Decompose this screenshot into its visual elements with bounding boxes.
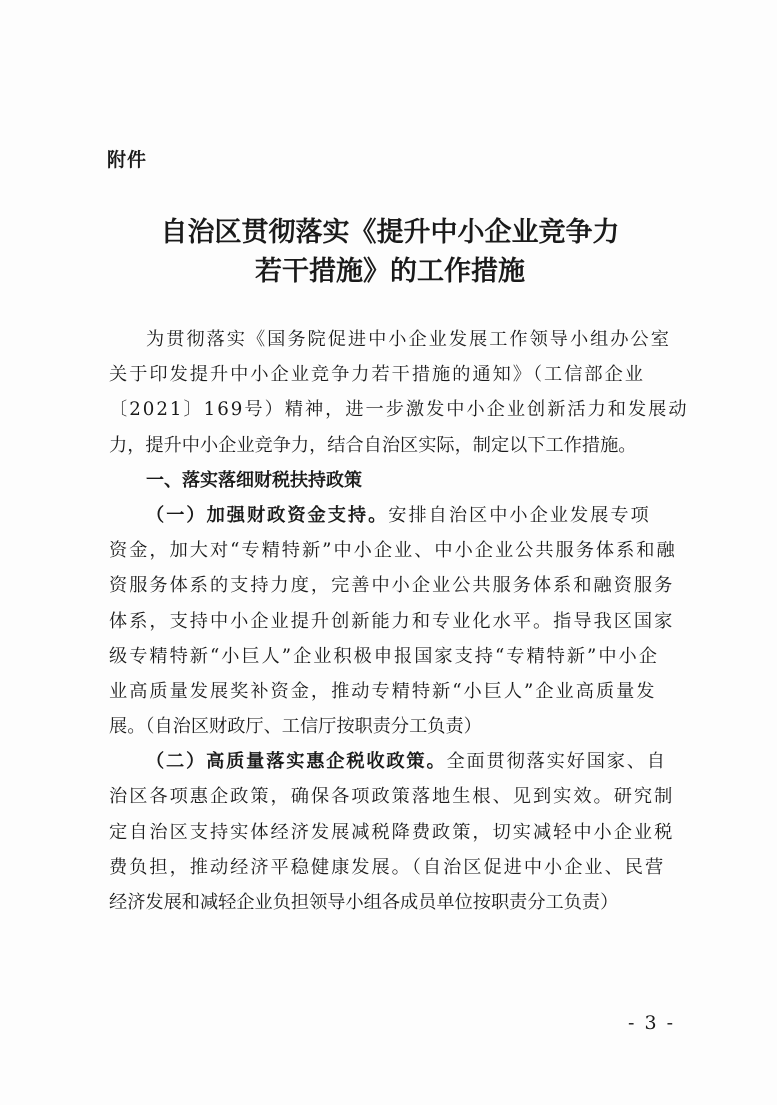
item-line: 级专精特新“小巨人”企业积极申报国家支持“专精特新”中小企 bbox=[109, 645, 659, 667]
title-line-2: 若干措施》的工作措施 bbox=[255, 256, 525, 287]
item-line: 定自治区支持实体经济发展减税降费政策，切实减轻中小企业税 bbox=[109, 821, 675, 843]
item-line: 展。（自治区财政厅、工信厅按职责分工负责） bbox=[109, 716, 482, 738]
intro-line: 〔2021〕169号）精神，进一步激发中小企业创新活力和发展动 bbox=[109, 399, 689, 421]
document-title bbox=[100, 213, 680, 291]
page-number: - 3 - bbox=[628, 1012, 676, 1034]
intro-line: 力，提升中小企业竞争力，结合自治区实际，制定以下工作措施。 bbox=[109, 434, 637, 456]
item-line bbox=[109, 744, 689, 779]
section-heading: 一、落实落细财税扶持政策 bbox=[146, 469, 362, 491]
item-label: （二）高质量落实惠企税收政策。 bbox=[146, 751, 447, 773]
intro-line: 关于印发提升中小企业竞争力若干措施的通知》（工信部企业 bbox=[109, 364, 645, 386]
attachment-label: 附件 bbox=[107, 149, 148, 171]
item-line: 体系，支持中小企业提升创新能力和专业化水平。指导我区国家 bbox=[109, 610, 675, 632]
item-text: 全面贯彻落实好国家、自 bbox=[446, 751, 667, 773]
document-body bbox=[109, 322, 689, 920]
item-line: 治区各项惠企政策，确保各项政策落地生根、见到实效。研究制 bbox=[109, 786, 675, 808]
item-line: 业高质量发展奖补资金，推动专精特新“小巨人”企业高质量发 bbox=[109, 680, 657, 702]
item-line: 资金，加大对“专精特新”中小企业、中小企业公共服务体系和融 bbox=[109, 540, 677, 562]
item-line: 经济发展和减轻企业负担领导小组各成员单位按职责分工负责） bbox=[109, 892, 619, 913]
item-line: 资服务体系的支持力度，完善中小企业公共服务体系和融资服务 bbox=[109, 575, 675, 597]
title-line-1: 自治区贯彻落实《提升中小企业竞争力 bbox=[160, 217, 620, 248]
item-line bbox=[109, 498, 689, 533]
item-text: 安排自治区中小企业发展专项 bbox=[388, 504, 651, 526]
item-line: 费负担，推动经济平稳健康发展。（自治区促进中小企业、民营 bbox=[109, 856, 666, 878]
item-label: （一）加强财政资金支持。 bbox=[146, 504, 389, 526]
intro-line: 为贯彻落实《国务院促进中小企业发展工作领导小组办公室 bbox=[146, 329, 671, 350]
